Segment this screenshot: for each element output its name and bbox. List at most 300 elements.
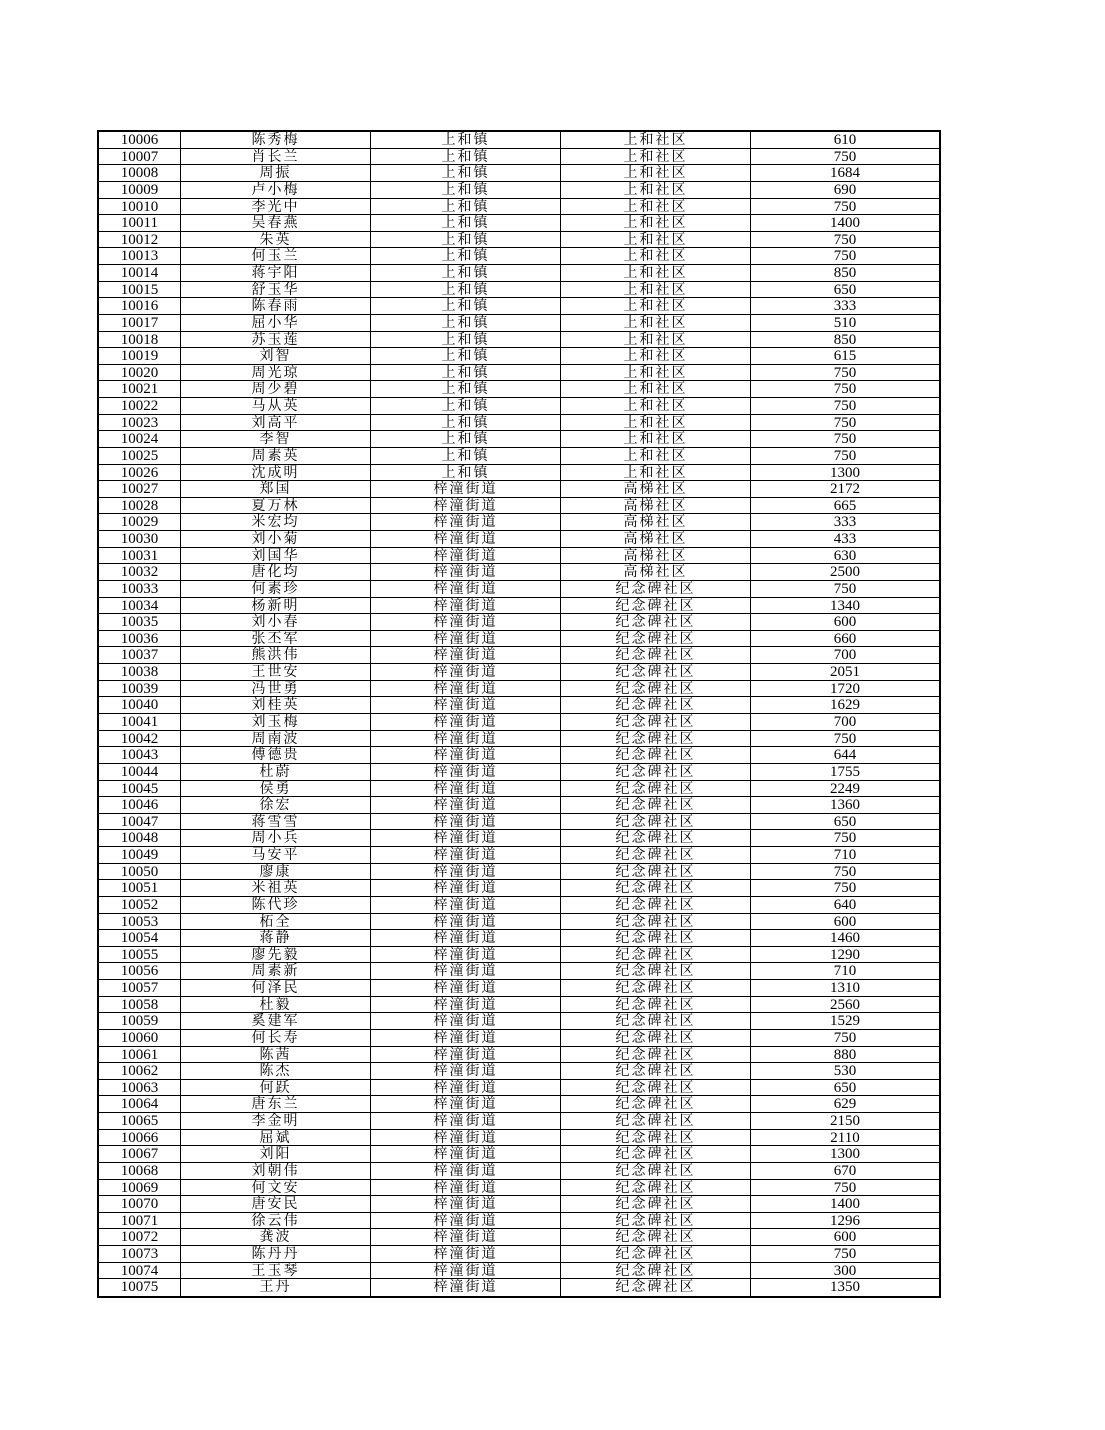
table-row [99, 930, 939, 947]
cell-town: 上和镇 [370, 215, 560, 231]
table-row [99, 365, 939, 382]
cell-name: 周少碧 [180, 381, 370, 397]
table-row [99, 431, 939, 448]
table-row [99, 564, 939, 581]
cell-town: 梓潼街道 [370, 781, 560, 797]
cell-town: 上和镇 [370, 315, 560, 331]
cell-community: 纪念碑社区 [560, 980, 750, 996]
table-row [99, 1229, 939, 1246]
table-row [99, 381, 939, 398]
cell-town: 梓潼街道 [370, 564, 560, 580]
cell-community: 上和社区 [560, 465, 750, 481]
table-row [99, 714, 939, 731]
table-row [99, 1213, 939, 1230]
table-row [99, 531, 939, 548]
cell-id: 10064 [120, 1096, 159, 1113]
cell-community: 上和社区 [560, 298, 750, 314]
cell-community: 纪念碑社区 [560, 664, 750, 680]
cell-community: 纪念碑社区 [560, 930, 750, 946]
cell-name: 唐东兰 [180, 1096, 370, 1112]
cell-community: 纪念碑社区 [560, 830, 750, 846]
cell-id: 10036 [120, 630, 159, 647]
table-row [99, 847, 939, 864]
cell-name: 陈秀梅 [180, 132, 370, 148]
cell-community: 纪念碑社区 [560, 747, 750, 763]
cell-amount: 650 [750, 1080, 939, 1096]
table-row [99, 814, 939, 831]
cell-community: 上和社区 [560, 248, 750, 264]
table-row [99, 315, 939, 332]
cell-name: 周南波 [180, 731, 370, 747]
data-table [97, 130, 941, 1298]
cell-community: 纪念碑社区 [560, 681, 750, 697]
cell-town: 梓潼街道 [370, 814, 560, 830]
cell-community: 高梯社区 [560, 564, 750, 580]
cell-id: 10045 [120, 780, 159, 797]
cell-id: 10061 [120, 1046, 159, 1063]
cell-town: 上和镇 [370, 199, 560, 215]
cell-community: 上和社区 [560, 232, 750, 248]
cell-community: 纪念碑社区 [560, 764, 750, 780]
cell-amount: 1300 [750, 465, 939, 481]
cell-amount: 750 [750, 731, 939, 747]
cell-name: 何泽民 [180, 980, 370, 996]
cell-name: 周素英 [180, 448, 370, 464]
cell-community: 上和社区 [560, 348, 750, 364]
cell-amount: 2110 [750, 1130, 939, 1146]
cell-amount: 710 [750, 963, 939, 979]
cell-town: 梓潼街道 [370, 1130, 560, 1146]
cell-town: 梓潼街道 [370, 880, 560, 896]
cell-name: 侯勇 [180, 781, 370, 797]
cell-amount: 1720 [750, 681, 939, 697]
cell-community: 上和社区 [560, 332, 750, 348]
cell-community: 纪念碑社区 [560, 963, 750, 979]
cell-amount: 1629 [750, 697, 939, 713]
cell-id: 10038 [120, 664, 159, 680]
cell-name: 苏玉莲 [180, 332, 370, 348]
table-row [99, 332, 939, 349]
cell-name: 徐宏 [180, 797, 370, 813]
cell-id: 10050 [120, 863, 159, 880]
table-row [99, 781, 939, 798]
table-row [99, 415, 939, 432]
table-row [99, 897, 939, 914]
cell-town: 上和镇 [370, 265, 560, 281]
cell-town: 梓潼街道 [370, 664, 560, 680]
table-row [99, 731, 939, 748]
cell-community: 纪念碑社区 [560, 897, 750, 913]
cell-amount: 750 [750, 880, 939, 896]
cell-name: 何跃 [180, 1080, 370, 1096]
cell-amount: 433 [750, 531, 939, 547]
cell-town: 梓潼街道 [370, 1163, 560, 1179]
cell-id: 10044 [120, 763, 159, 780]
cell-town: 梓潼街道 [370, 1113, 560, 1129]
cell-amount: 2150 [750, 1113, 939, 1129]
cell-community: 纪念碑社区 [560, 1096, 750, 1112]
cell-id: 10016 [120, 298, 159, 314]
cell-town: 梓潼街道 [370, 980, 560, 996]
cell-community: 纪念碑社区 [560, 598, 750, 614]
cell-id: 10052 [120, 896, 159, 913]
table-row [99, 598, 939, 615]
table-row [99, 997, 939, 1014]
cell-town: 梓潼街道 [370, 864, 560, 880]
table-row [99, 282, 939, 299]
cell-amount: 750 [750, 149, 939, 165]
cell-town: 梓潼街道 [370, 1146, 560, 1162]
cell-town: 上和镇 [370, 332, 560, 348]
cell-id: 10056 [120, 963, 159, 980]
cell-amount: 1290 [750, 947, 939, 963]
cell-amount: 333 [750, 514, 939, 530]
cell-id: 10054 [120, 930, 159, 946]
cell-name: 卢小梅 [180, 182, 370, 198]
cell-id: 10060 [120, 1029, 159, 1046]
cell-name: 杨新明 [180, 598, 370, 614]
cell-id: 10022 [120, 398, 159, 414]
cell-amount: 1400 [750, 1196, 939, 1212]
cell-town: 梓潼街道 [370, 797, 560, 813]
cell-id: 10066 [120, 1129, 159, 1146]
cell-name: 张丕军 [180, 631, 370, 647]
cell-community: 上和社区 [560, 149, 750, 165]
cell-amount: 300 [750, 1263, 939, 1279]
cell-town: 上和镇 [370, 465, 560, 481]
table-row [99, 232, 939, 249]
cell-name: 刘玉梅 [180, 714, 370, 730]
cell-id: 10013 [120, 248, 159, 265]
table-row [99, 298, 939, 315]
cell-name: 舒玉华 [180, 282, 370, 298]
cell-town: 梓潼街道 [370, 581, 560, 597]
cell-name: 刘阳 [180, 1146, 370, 1162]
table-row [99, 448, 939, 465]
cell-id: 10031 [120, 547, 159, 564]
cell-town: 上和镇 [370, 431, 560, 447]
table-row [99, 481, 939, 498]
cell-id: 10010 [120, 198, 159, 215]
cell-name: 李智 [180, 431, 370, 447]
table-row [99, 764, 939, 781]
cell-amount: 650 [750, 282, 939, 298]
cell-id: 10042 [120, 730, 159, 747]
cell-amount: 750 [750, 1180, 939, 1196]
cell-town: 梓潼街道 [370, 647, 560, 663]
cell-id: 10008 [120, 165, 159, 181]
table-row [99, 199, 939, 216]
cell-amount: 1310 [750, 980, 939, 996]
cell-amount: 1350 [750, 1279, 939, 1296]
cell-id: 10073 [120, 1246, 159, 1262]
cell-town: 梓潼街道 [370, 1013, 560, 1029]
cell-id: 10039 [120, 680, 159, 697]
cell-town: 上和镇 [370, 149, 560, 165]
table-row [99, 1013, 939, 1030]
cell-name: 徐云伟 [180, 1213, 370, 1229]
cell-amount: 700 [750, 647, 939, 663]
cell-town: 梓潼街道 [370, 1180, 560, 1196]
cell-id: 10033 [120, 580, 159, 597]
table-row [99, 880, 939, 897]
cell-town: 梓潼街道 [370, 631, 560, 647]
cell-name: 刘国华 [180, 548, 370, 564]
cell-name: 蒋雪雪 [180, 814, 370, 830]
cell-name: 郑国 [180, 481, 370, 497]
cell-id: 10018 [120, 331, 159, 348]
cell-amount: 710 [750, 847, 939, 863]
cell-name: 陈茜 [180, 1047, 370, 1063]
cell-id: 10035 [120, 614, 159, 630]
cell-town: 梓潼街道 [370, 1229, 560, 1245]
cell-name: 周光琼 [180, 365, 370, 381]
cell-id: 10051 [120, 880, 159, 896]
cell-id: 10053 [120, 913, 159, 930]
cell-community: 纪念碑社区 [560, 581, 750, 597]
cell-amount: 850 [750, 332, 939, 348]
cell-amount: 610 [750, 132, 939, 148]
cell-id: 10074 [120, 1262, 159, 1279]
cell-id: 10027 [120, 481, 159, 497]
cell-name: 刘朝伟 [180, 1163, 370, 1179]
cell-town: 上和镇 [370, 365, 560, 381]
cell-name: 刘小菊 [180, 531, 370, 547]
cell-town: 上和镇 [370, 381, 560, 397]
table-row [99, 631, 939, 648]
cell-community: 纪念碑社区 [560, 1130, 750, 1146]
cell-name: 唐化均 [180, 564, 370, 580]
cell-id: 10070 [120, 1196, 159, 1212]
table-row [99, 1063, 939, 1080]
table-row [99, 614, 939, 631]
table-row [99, 1146, 939, 1163]
cell-name: 沈成明 [180, 465, 370, 481]
cell-community: 高梯社区 [560, 548, 750, 564]
cell-id: 10019 [120, 348, 159, 364]
cell-name: 蒋宇阳 [180, 265, 370, 281]
cell-name: 蒋静 [180, 930, 370, 946]
cell-name: 米宏均 [180, 514, 370, 530]
cell-id: 10014 [120, 265, 159, 281]
cell-name: 王丹 [180, 1279, 370, 1296]
cell-amount: 2172 [750, 481, 939, 497]
cell-id: 10048 [120, 830, 159, 847]
cell-id: 10024 [120, 431, 159, 447]
cell-town: 梓潼街道 [370, 1047, 560, 1063]
table-row [99, 165, 939, 182]
table-row [99, 1263, 939, 1280]
cell-town: 梓潼街道 [370, 598, 560, 614]
cell-community: 纪念碑社区 [560, 947, 750, 963]
cell-id: 10055 [120, 946, 159, 963]
cell-id: 10069 [120, 1179, 159, 1196]
cell-amount: 650 [750, 814, 939, 830]
cell-name: 陈丹丹 [180, 1246, 370, 1262]
cell-id: 10063 [120, 1079, 159, 1096]
cell-community: 纪念碑社区 [560, 1229, 750, 1245]
cell-amount: 615 [750, 348, 939, 364]
table-row [99, 248, 939, 265]
cell-id: 10021 [120, 381, 159, 398]
cell-town: 梓潼街道 [370, 1063, 560, 1079]
cell-amount: 750 [750, 581, 939, 597]
cell-community: 纪念碑社区 [560, 1146, 750, 1162]
cell-id: 10057 [120, 980, 159, 996]
cell-name: 刘桂英 [180, 697, 370, 713]
cell-amount: 700 [750, 714, 939, 730]
cell-community: 上和社区 [560, 182, 750, 198]
table-row [99, 1246, 939, 1263]
cell-amount: 1360 [750, 797, 939, 813]
cell-amount: 2500 [750, 564, 939, 580]
cell-amount: 640 [750, 897, 939, 913]
cell-community: 上和社区 [560, 265, 750, 281]
cell-name: 陈代珍 [180, 897, 370, 913]
cell-id: 10059 [120, 1013, 159, 1029]
table-row [99, 1113, 939, 1130]
cell-id: 10015 [120, 281, 159, 298]
cell-amount: 750 [750, 1246, 939, 1262]
table-row [99, 1130, 939, 1147]
table-row [99, 797, 939, 814]
cell-id: 10075 [120, 1279, 159, 1296]
cell-id: 10046 [120, 797, 159, 813]
cell-community: 上和社区 [560, 315, 750, 331]
cell-town: 上和镇 [370, 232, 560, 248]
cell-id: 10034 [120, 597, 159, 614]
cell-community: 纪念碑社区 [560, 797, 750, 813]
cell-id: 10065 [120, 1113, 159, 1129]
cell-name: 周振 [180, 165, 370, 181]
cell-amount: 1755 [750, 764, 939, 780]
cell-town: 梓潼街道 [370, 747, 560, 763]
cell-id: 10011 [121, 215, 158, 231]
cell-community: 纪念碑社区 [560, 1080, 750, 1096]
cell-amount: 629 [750, 1096, 939, 1112]
cell-amount: 670 [750, 1163, 939, 1179]
cell-community: 纪念碑社区 [560, 1180, 750, 1196]
cell-name: 周小兵 [180, 830, 370, 846]
cell-community: 纪念碑社区 [560, 1030, 750, 1046]
cell-name: 李金明 [180, 1113, 370, 1129]
cell-community: 纪念碑社区 [560, 1113, 750, 1129]
cell-name: 屈小华 [180, 315, 370, 331]
cell-amount: 1340 [750, 598, 939, 614]
cell-name: 肖长兰 [180, 149, 370, 165]
table-row [99, 1080, 939, 1097]
cell-town: 梓潼街道 [370, 481, 560, 497]
cell-amount: 750 [750, 248, 939, 264]
cell-name: 廖康 [180, 864, 370, 880]
cell-amount: 600 [750, 614, 939, 630]
cell-community: 上和社区 [560, 165, 750, 181]
cell-name: 何玉兰 [180, 248, 370, 264]
cell-amount: 1529 [750, 1013, 939, 1029]
cell-community: 纪念碑社区 [560, 1279, 750, 1296]
cell-amount: 510 [750, 315, 939, 331]
cell-community: 纪念碑社区 [560, 1263, 750, 1279]
cell-community: 上和社区 [560, 415, 750, 431]
table-row [99, 215, 939, 232]
cell-name: 何长寿 [180, 1030, 370, 1046]
table-row [99, 1279, 939, 1296]
table-row [99, 947, 939, 964]
cell-name: 刘高平 [180, 415, 370, 431]
cell-id: 10028 [120, 497, 159, 514]
cell-name: 何文安 [180, 1180, 370, 1196]
cell-town: 上和镇 [370, 132, 560, 148]
cell-id: 10040 [120, 697, 159, 713]
cell-community: 上和社区 [560, 282, 750, 298]
cell-name: 马安平 [180, 847, 370, 863]
table-row [99, 398, 939, 415]
cell-town: 梓潼街道 [370, 681, 560, 697]
cell-town: 上和镇 [370, 248, 560, 264]
cell-community: 纪念碑社区 [560, 1163, 750, 1179]
cell-name: 傅德贵 [180, 747, 370, 763]
cell-name: 龚波 [180, 1229, 370, 1245]
cell-amount: 750 [750, 365, 939, 381]
cell-community: 纪念碑社区 [560, 731, 750, 747]
table-row [99, 681, 939, 698]
cell-amount: 750 [750, 232, 939, 248]
cell-name: 唐安民 [180, 1196, 370, 1212]
cell-town: 梓潼街道 [370, 947, 560, 963]
cell-amount: 660 [750, 631, 939, 647]
cell-community: 高梯社区 [560, 514, 750, 530]
table-row [99, 914, 939, 931]
cell-community: 纪念碑社区 [560, 1196, 750, 1212]
cell-town: 上和镇 [370, 448, 560, 464]
cell-community: 纪念碑社区 [560, 614, 750, 630]
cell-name: 马从英 [180, 398, 370, 414]
cell-id: 10007 [120, 148, 159, 165]
table-row [99, 1163, 939, 1180]
cell-amount: 750 [750, 398, 939, 414]
cell-town: 梓潼街道 [370, 847, 560, 863]
cell-amount: 1684 [750, 165, 939, 181]
table-row [99, 1196, 939, 1213]
cell-name: 刘智 [180, 348, 370, 364]
table-row [99, 265, 939, 282]
cell-amount: 750 [750, 431, 939, 447]
cell-id: 10041 [120, 713, 159, 730]
cell-community: 上和社区 [560, 365, 750, 381]
cell-community: 高梯社区 [560, 531, 750, 547]
cell-id: 10067 [120, 1146, 159, 1162]
cell-id: 10023 [120, 414, 159, 431]
cell-id: 10071 [120, 1212, 159, 1229]
cell-town: 梓潼街道 [370, 498, 560, 514]
cell-name: 柘全 [180, 914, 370, 930]
table-row [99, 864, 939, 881]
table-row [99, 149, 939, 166]
cell-town: 上和镇 [370, 282, 560, 298]
cell-name: 刘小春 [180, 614, 370, 630]
cell-town: 梓潼街道 [370, 830, 560, 846]
table-row [99, 465, 939, 482]
cell-community: 纪念碑社区 [560, 814, 750, 830]
cell-town: 梓潼街道 [370, 1030, 560, 1046]
cell-town: 梓潼街道 [370, 697, 560, 713]
cell-amount: 750 [750, 864, 939, 880]
cell-amount: 750 [750, 199, 939, 215]
cell-name: 冯世勇 [180, 681, 370, 697]
cell-community: 纪念碑社区 [560, 781, 750, 797]
cell-id: 10030 [120, 531, 159, 547]
cell-id: 10017 [120, 314, 159, 331]
